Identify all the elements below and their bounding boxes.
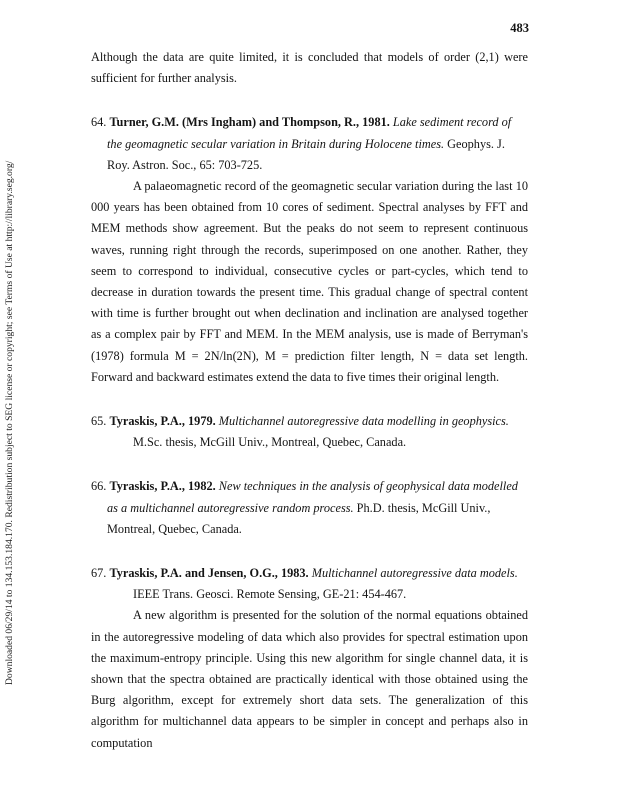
page-body	[91, 47, 528, 777]
reference-title: Multichannel autoregressive data models.	[311, 566, 518, 581]
reference-authors: Tyraskis, P.A., 1979.	[109, 414, 216, 429]
reference-number: 67.	[91, 566, 107, 581]
reference-source: Geophys. J. Roy. Astron. Soc., 65: 703-725.	[107, 136, 505, 172]
reference-abstract: A new algorithm is presented for the solution of the normal equations obtained in the autoregressive modeling of data which also provides for spectral estimation upon the maximum-entropy principle. Using this new algorithm for single channel data, it is shown that the spectra obtained are practically identical with those obtained using the Burg algorithm, except for extremely short data sets. The generalization of this algorithm for multichannel data appears to be simpler in concept and perhaps also in computation	[91, 608, 528, 750]
reference-65	[91, 411, 528, 453]
reference-source: Ph.D. thesis, McGill Univ., Montreal, Quebec, Canada.	[107, 500, 491, 536]
reference-source: M.Sc. thesis, McGill Univ., Montreal, Quebec, Canada.	[133, 435, 407, 450]
intro-paragraph: Although the data are quite limited, it is concluded that models of order (2,1) were sufficient for further analysis.	[91, 50, 528, 86]
download-notice: Downloaded 06/29/14 to 134.153.184.170. Redistribution subject to SEG license or copyright; see Terms of Use at http://library.seg.org/	[4, 160, 15, 685]
reference-title: Multichannel autoregressive data modelling in geophysics.	[218, 414, 509, 429]
reference-title: Lake sediment record of the geomagnetic secular variation in Britain during Holocene times.	[107, 115, 512, 151]
reference-heading	[91, 112, 528, 176]
reference-number: 64.	[91, 115, 107, 130]
reference-abstract: A palaeomagnetic record of the geomagnetic secular variation during the last 10 000 years has been obtained from 10 cores of sediment. Spectral analyses by FFT and MEM methods show agreement. But the peaks do not seem to represent continuous waves, running right through the records, superimposed on one another. Rather, they seem to correspond to individual, consecutive cycles or part-cycles, which tend to decrease in duration towards the present time. This gradual change of spectral content with time is further brought out when declination and inclination are analysed together as a complex pair by FFT and MEM. In the MEM analysis, use is made of Berryman's (1978) formula M = 2N/ln(2N), M = prediction filter length, N = data set length. Forward and backward estimates extend the data to five times their original length.	[91, 179, 528, 384]
reference-source: IEEE Trans. Geosci. Remote Sensing, GE-21: 454-467.	[133, 587, 407, 602]
reference-authors: Turner, G.M. (Mrs Ingham) and Thompson, R., 1981.	[109, 115, 390, 130]
reference-66	[91, 476, 528, 540]
reference-67	[91, 563, 528, 754]
reference-heading	[91, 563, 528, 584]
reference-authors: Tyraskis, P.A., 1982.	[109, 479, 216, 494]
reference-authors: Tyraskis, P.A. and Jensen, O.G., 1983.	[109, 566, 309, 581]
reference-number: 65.	[91, 414, 107, 429]
reference-title: New techniques in the analysis of geophysical data modelled as a multichannel autoregressive random process.	[107, 479, 518, 515]
page-number: 483	[510, 21, 529, 35]
reference-number: 66.	[91, 479, 107, 494]
reference-64	[91, 112, 528, 388]
reference-heading	[91, 476, 528, 540]
reference-heading	[91, 411, 528, 432]
